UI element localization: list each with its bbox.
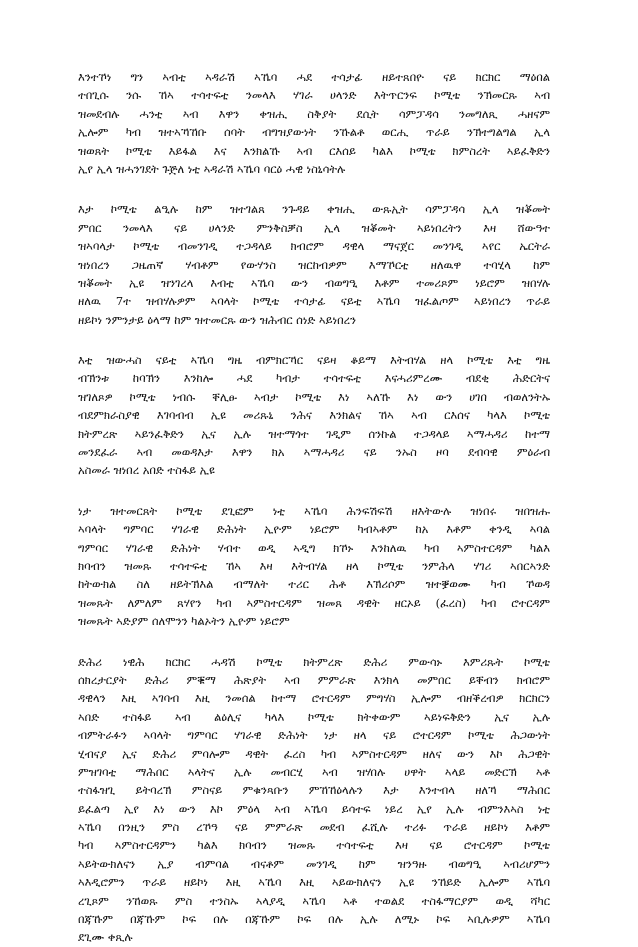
text-line: ግምባር ሃገራዊ ድሕነት ሃብተ ወዲ ኣዲግ ክኾኑ እንከለዉ ካብ ኣምስተርዳም ካልእ bbox=[78, 540, 550, 555]
text-line: ዝወጸት ኮሚቴ እይፋል እና እንክልኹ ኣብ ርእሰይ ካልእ ኮሚቴ ክምስረት ኣይፈቅድን bbox=[78, 143, 550, 158]
text-line: ኣኼባ በንዚን ምስ ረኾዓ ናይ ምምራጽ መደብ ፈሺሉ ተሪፉ ጥራይ ዘይኮነ እቶም bbox=[78, 820, 550, 835]
text-line: እቲ ዝውሓስ ናይቲ ኣኼባ ግዜ ብምክርኻር ናይዛ ቆይማ እትብሃል ዘላ ኮሚቴ እቲ ግዜ bbox=[78, 353, 550, 368]
text-line: ክባብን ዝመጹ ተሳተፍቲ ኸኣ እዛ እትብሃል ዘላ ኮሚቴ ንምሕላ ሃገሪ ኣበርኣንድ bbox=[78, 558, 550, 573]
text-line: ድሕሪ ነዊሕ ክርክር ሓዳሽ ኮሚቴ ክትምረጽ ድሕሪ ምውሳኑ እምሪጹት ኮሚቴ bbox=[78, 654, 550, 669]
text-line: በጃኹም በጃኹም ኮፍ በሉ በጃኹም ኮፍ በሉ ኢሉ ለሚኑ ኮፍ ኣቢሉዎም ኣኼባ bbox=[78, 912, 550, 927]
text-line: እታ ኮሚቴ ልዒሉ ከም ዝተገልጸ ንጉዳይ ቀዝሒ ውጹኢት ሳምፓዳሳ ኢላ ዝቖመት bbox=[78, 202, 550, 217]
text-line: ዝመጹት ለምለም ጸሃየን ካብ ኣምስተርዳም ዝመጸ ዳዊት ዘርኦይ (ፈረስ) ካብ ሮተርዳም bbox=[78, 595, 550, 610]
text-line: ኢየ ኢላ ዝሓንገደት ጉጅለ ነቲ ኣዳራሽ ኣኼባ ባርዕ ሓዊ ነስኒሳትሉ bbox=[78, 161, 346, 176]
text-line: ኣይትውክለናን ኢያ ብምባል ብናቶም መንገዲ ከም ዝንዓዙ ብወግዒ ኣብሪሆምን bbox=[78, 856, 550, 871]
paragraph-1 bbox=[78, 68, 550, 178]
text-line: ዘለዉ 7ተ ዝብሃሉዎም ኣባላት ኮሚቴ ተሳታፊ ናይቲ ኣኼባ ዝፈልጦም ኣይነበረን ጥራይ bbox=[78, 294, 550, 309]
text-line: ብኽንቱ ከባኽን እንከሎ ሓደ ካብታ ተሳተፍቲ እናሓሪምረሙ ብደቂ ሕድርትና bbox=[78, 371, 550, 386]
text-line: መንደፈራ ኣብ መወዳእታ እዋን ክአ ኣማሓዳሪ ናይ ንኡስ ዞባ ደብባዊ ምዕራብ bbox=[78, 445, 550, 460]
paragraph-3 bbox=[78, 351, 550, 480]
text-line: ዝቖመት ኢዩ ዝንገረላ እብቲ ኣኼባ ውን ብወግዒ እቶም ተመሪጾም ነይሮም ዝበሃሉ bbox=[78, 275, 550, 290]
text-line: ካብ ኣምስተርዳምን ካልእ ክባብን ዝመጹ ተሳተፍቲ እዛ ናይ ሮተርዳም ኮሚቴ bbox=[78, 838, 550, 853]
text-line: ደጊሙ ቀጺሉ bbox=[78, 930, 133, 945]
text-line: እንተኾነ ግን ኣብቲ ኣዳራሽ ኣኼባ ሓደ ተሳታፊ ዘይተጸበዮ ናይ ክርክር ማዕበል bbox=[78, 70, 550, 84]
text-line: ዝመደብሉ ሓንቲ ኣብ እዋን ቀዝሒ ስቅያት ደሲት ሳምፓዳሳ ንመግለጺ ሓዘናም bbox=[78, 106, 550, 121]
text-line: ኣእዲሮምን ጥራይ ዘይኮነ እዚ ኣኼባ እዚ ኣይውክለናን ኢዩ ንኸይድ ኢሎም ኣኼባ bbox=[78, 875, 550, 890]
text-line: ዘይኮነ ንምንታይ ዕላማ ከም ዝተመርጹ ውን ዝሕብር ሰነድ ኣይነበረን bbox=[78, 312, 356, 327]
text-line: ኣበድ ተስፋይ ኣብ ልዕሊና ካላእ ኮሚቴ ክትቀውም ኣይነፍቅድን ኢና ኢሉ bbox=[78, 709, 550, 724]
text-line: ክትምረጽ ኣይንፈቅድን ኢና ኢሉ ዝተማጎተ ገዲም ሰንኩል ተጋዳላይ ኣማሓዳሪ ከተማ bbox=[78, 426, 550, 441]
text-line: ኢሎም ካብ ዝተኣኻኸቡ ሰባት ብግዝያውነት ንኹልቶ ወርሒ ጥራይ ንኽተግልግል ኢላ bbox=[78, 125, 550, 140]
text-line: ሂብናያ ኢና ድሕሪ ምባሎም ዳዊት ፈረስ ካብ ኣምስተርዳም ዘለና ውን እኮ ሕጋዊት bbox=[78, 746, 550, 761]
text-line: ዝኣባላታ ኮሚቴ ብመንገዲ ተጋዳላይ ክብሮም ዳዊላ ማናጀር መንገዲ ኣየር ኤርትራ bbox=[78, 239, 550, 254]
text-line: ምበር ንመላእ ናይ ሀላንድ ምንቅስቓስ ኢላ ዝቖመት ኣይነበረትን እዛ ሸውዓተ bbox=[78, 220, 550, 235]
text-line: ብምትራፉን ኣባላት ግምባር ሃገራዊ ድሕነት ነታ ዘላ ናይ ሮተርዳም ኮሚቴ ሕጋውነት bbox=[78, 728, 550, 743]
text-line: ከትውክል ስለ ዘይትኽእል ብማለት ተሪር ሕቶ እኽሪሶም ዝተቛወሙ ካብ ኾወዳ bbox=[78, 577, 550, 592]
text-line: ተበጊሱ ንሱ ኸኣ ተሳተፍቲ ንመላእ ሃገራ ሀላንድ እትጥርንፍ ኮሚቴ ንኽመርጹ ኣብ bbox=[78, 88, 550, 103]
paragraph-2 bbox=[78, 200, 550, 329]
text-line: ዝነበረን ጋዜጠኛ ሃብቶም የውሃንስ ዝርከብዎም እማኾርቲ ዘለዉዋ ተባሂላ ከም bbox=[78, 257, 550, 272]
text-line: ሰክረታርያት ድሕሪ ምቑማ ሕጽያት ኣብ ምምራጽ እንክላ መምበር ይቐብን ክብሮም bbox=[78, 672, 550, 687]
text-line: ዳዊላን እዚ ኣገባብ እዚ ንመሰል ከተማ ሮተርዳም ምግሃስ ኢሎም ብዘቕረብዎ ክርክርን bbox=[78, 691, 550, 706]
paragraph-4 bbox=[78, 502, 550, 631]
text-line: ነታ ዝተመርጸት ኮሚቴ ደጊፎም ነቲ ኣኼባ ሕንፍሽፍሽ ዘእትውሉ ዝነበሩ ዝበዝሑ bbox=[78, 503, 550, 518]
text-line: ብደምክራስያዊ እገባብብ ኢዩ መሪጹኒ ንሕና እንክልና ኸኣ ኣብ ርእሰና ካላእ ኮሚቴ bbox=[78, 408, 550, 423]
text-line: ረጊጾም ንኸወጹ ምስ ተንስኡ ኣላያዲ ኣኼባ ኣቶ ተወልደ ተስፋማርያም ወዲ ሻካር bbox=[78, 893, 550, 908]
text-line: ዝገለጾዎ ኮሚቴ ነብሱ ቐሊፁ ኣብታ ኮሚቴ እነ ኣለኹ እነ ውን ሀገበ ብወለንትኡ bbox=[78, 389, 550, 404]
text-line: ይፈልጣ ኢየ እነ ውን እኮ ምዕላ ኣብ ኣኼባ ይሳተፍ ነይረ ኢየ ኢሉ ብምንእኣስ ነቲ bbox=[78, 801, 550, 816]
text-line: ኣባላት ግምባር ሃገራዊ ድሕነት ኢዮም ነይሮም ካብኣቶም ከአ እቶም ቀንዲ ኣባል bbox=[78, 522, 550, 537]
text-line: ተስፋዝጊ ይትባረኽ ምስናይ ምቁንጻቡን ምኸኸዕላሉን እታ እንተብላ ዘለኻ ማሕበር bbox=[78, 783, 550, 798]
text-line: ምዝገባቲ ማሕበር ኣላትና ኢሉ መብርሂ ኣብ ዝሃበሉ ሀዋት ኣላይ መድርኽ ኣቶ bbox=[78, 764, 550, 779]
text-line: አስመራ ዝነበረ አበድ ተስፋይ ኢዩ bbox=[78, 463, 215, 478]
text-line: ዝመጹት ኣድያም ሰለሞንን ካልኦትን ኢዮም ነይሮም bbox=[78, 614, 290, 629]
